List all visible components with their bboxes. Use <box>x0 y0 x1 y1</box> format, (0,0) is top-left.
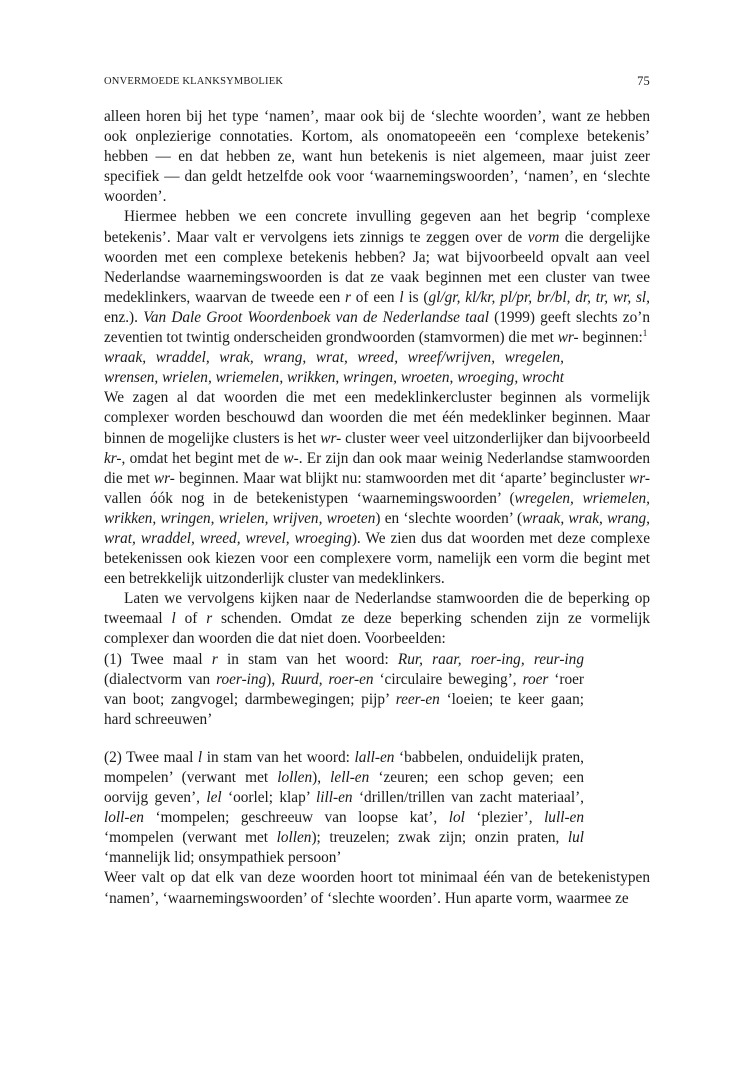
text-run: alleen horen bij het type ‘namen’, maar ook bij de ‘slechte woorden’, want ze hebben ook onplezierige connotaties. Kortom, als onomatopeeën een ‘complexe betekenis’ hebben — en dat hebben ze, want hun betekenis is niet algemeen, maar juist zeer specifiek — dan geldt hetzelfde ook voor ‘waarnemingswoorden’, ‘namen’, en ‘slechte woorden’. <box>104 108 650 206</box>
italic-term: gl/gr, kl/kr, pl/pr, br/bl, dr, tr, wr, sl, <box>428 288 650 306</box>
italic-term: Ruurd, roer-en <box>281 670 374 688</box>
italic-term: lull-en <box>544 809 584 827</box>
paragraph-5 <box>104 868 650 908</box>
italic-term: lill-en <box>316 789 353 807</box>
paragraph-2 <box>104 207 650 348</box>
italic-term: reer-en <box>395 690 440 708</box>
text-run: beginnen. Maar wat blijkt nu: stamwoorden met dit ‘aparte’ begincluster <box>174 469 630 487</box>
italic-term: lall-en <box>354 748 395 766</box>
example-1 <box>104 650 584 730</box>
page-number: 75 <box>637 74 650 88</box>
italic-term: lol <box>448 809 465 827</box>
text-run: vallen óók nog in de betekenistypen ‘waarnemingswoorden’ ( <box>104 489 515 507</box>
running-title: ONVERMOEDE KLANKSYMBOLIEK <box>104 76 284 87</box>
text-run: ). We zien dus dat woorden met deze complexe betekenissen ook kiezen voor een complexere vorm, namelijk een vorm die begint met een betrekkelijk uitzonderlijk cluster van medeklinkers. <box>104 529 650 588</box>
italic-term: roer-ing <box>216 670 267 688</box>
text-run: ‘drillen/trillen van zacht materiaal’, <box>352 789 585 807</box>
italic-term: wr- <box>320 429 342 447</box>
italic-term: lul <box>567 829 584 847</box>
italic-term: loll-en <box>104 809 144 827</box>
footnote-marker: 1 <box>642 327 648 338</box>
text-run: in stam van het woord: <box>202 748 355 766</box>
text-run: ), <box>266 670 282 688</box>
text-run: (1999) geeft slechts zo’n zeventien tot twintig onderscheiden grondwoorden (stamvormen) die met <box>104 308 650 347</box>
italic-term: l <box>399 288 404 306</box>
italic-term: lell-en <box>330 769 370 786</box>
text-run: , omdat het begint met de <box>121 449 284 467</box>
text-run: in stam van het woord: <box>217 650 398 668</box>
italic-term: kr- <box>104 449 122 467</box>
italic-term: wr- <box>557 329 579 347</box>
italic-term: vorm <box>527 228 560 246</box>
italic-term: r <box>206 610 213 628</box>
text-run: ‘mompelen; geschreeuw van loopse kat’, <box>143 809 449 827</box>
italic-term: wr- <box>629 469 650 487</box>
text-run: beginnen: <box>578 329 643 347</box>
text-run: ‘zeuren; een schop geven; een oorvijg geven’, <box>104 769 584 807</box>
italic-term: lollen <box>277 769 313 786</box>
italic-term: lel <box>206 789 222 807</box>
italic-term: l <box>171 610 176 628</box>
text-run: (2) Twee maal <box>104 748 198 766</box>
italic-term: wraak, wraddel, wrak, wrang, wrat, wreed, wreef/wrijven, wregelen, wrensen, wrielen, wriemelen, wrikken, wringen, wroeten, wroeging, wrocht <box>104 349 564 387</box>
paragraph-4 <box>104 589 650 649</box>
text-run: die dergelijke woorden met een complexe betekenis hebben? Ja; wat bijvoorbeeld opvalt aan veel Nederlandse waarnemingswoorden is dat ze vaak beginnen met een cluster van twee medeklinkers, waarvan de tweede een <box>104 228 650 306</box>
text-run: We zagen al dat woorden die met een medeklinkercluster beginnen als vormelijk complexer worden beschouwd dan woorden die met één medeklinker beginnen. Maar binnen de mogelijke clusters is het <box>104 389 650 447</box>
text-run: ), <box>312 769 331 786</box>
text-run: ‘mannelijk lid; onsympathiek persoon’ <box>104 849 342 867</box>
text-run: ‘circulaire beweging’, <box>373 670 523 688</box>
text-run: ‘babbelen, onduidelijk praten, mompelen’ (verwant met <box>104 748 584 786</box>
italic-term: Rur, raar, roer-ing, reur-ing <box>397 650 584 668</box>
text-run: ‘mompelen (verwant met <box>104 829 277 847</box>
text-run: of een <box>350 288 400 306</box>
text-run: ); treuzelen; zwak zijn; onzin praten, <box>311 829 568 847</box>
italic-term: lollen <box>276 829 312 847</box>
paragraph-3 <box>104 388 650 589</box>
text-run: ‘loeien; te keer gaan; hard schreeuwen’ <box>104 690 584 728</box>
italic-term: r <box>345 288 351 306</box>
text-run: Weer valt op dat elk van deze woorden hoort tot minimaal één van de betekenistypen ‘namen’, ‘waarnemingswoorden’ of ‘slechte woorden’. Hun aparte vorm, waarmee ze <box>104 869 650 907</box>
text-run: schenden. Omdat ze deze beperking schenden zijn ze vormelijk complexer dan woorden die dat niet doen. Voorbeelden: <box>104 610 650 648</box>
paragraph-1 <box>104 107 650 207</box>
text-run: (dialectvorm van <box>104 670 217 688</box>
text-run: . Er zijn dan ook maar weinig Nederlandse stamwoorden die met <box>104 449 650 487</box>
text-run: ‘oorlel; klap’ <box>221 789 317 807</box>
text-run: ) en ‘slechte woorden’ ( <box>375 509 523 527</box>
body-text <box>104 107 650 909</box>
italic-term: r <box>211 650 218 668</box>
italic-term: wr- <box>153 469 175 487</box>
italic-term: wregelen, wriemelen, wrikken, wringen, wrielen, wrijven, wroeten <box>104 489 650 527</box>
example-2 <box>104 748 584 869</box>
italic-term: l <box>197 748 203 766</box>
italic-term: wraak, wrak, wrang, wrat, wraddel, wreed, wrevel, wroeging <box>104 509 650 547</box>
italic-term: w- <box>283 449 299 467</box>
text-run: is ( <box>403 288 429 306</box>
italic-term: roer <box>522 670 549 688</box>
text-run: ‘roer van boot; zangvogel; darmbewegingen; pijp’ <box>104 670 584 708</box>
text-run: Laten we vervolgens kijken naar de Nederlandse stamwoorden die de beperking op tweemaal <box>104 590 650 628</box>
text-run: of <box>175 610 207 628</box>
italic-term: Van Dale Groot Woordenboek van de Nederlandse taal <box>143 308 489 326</box>
word-list-block <box>104 348 564 388</box>
text-run: enz.). <box>104 308 144 326</box>
text-run: ‘plezier’, <box>464 809 545 827</box>
text-run: cluster weer veel uitzonderlijker dan bijvoorbeeld <box>341 429 650 447</box>
text-run: Hiermee hebben we een concrete invulling gegeven aan het begrip ‘complexe betekenis’. Maar valt er vervolgens iets zinnigs te zeggen over de <box>104 208 650 246</box>
text-run: (1) Twee maal <box>104 650 212 668</box>
